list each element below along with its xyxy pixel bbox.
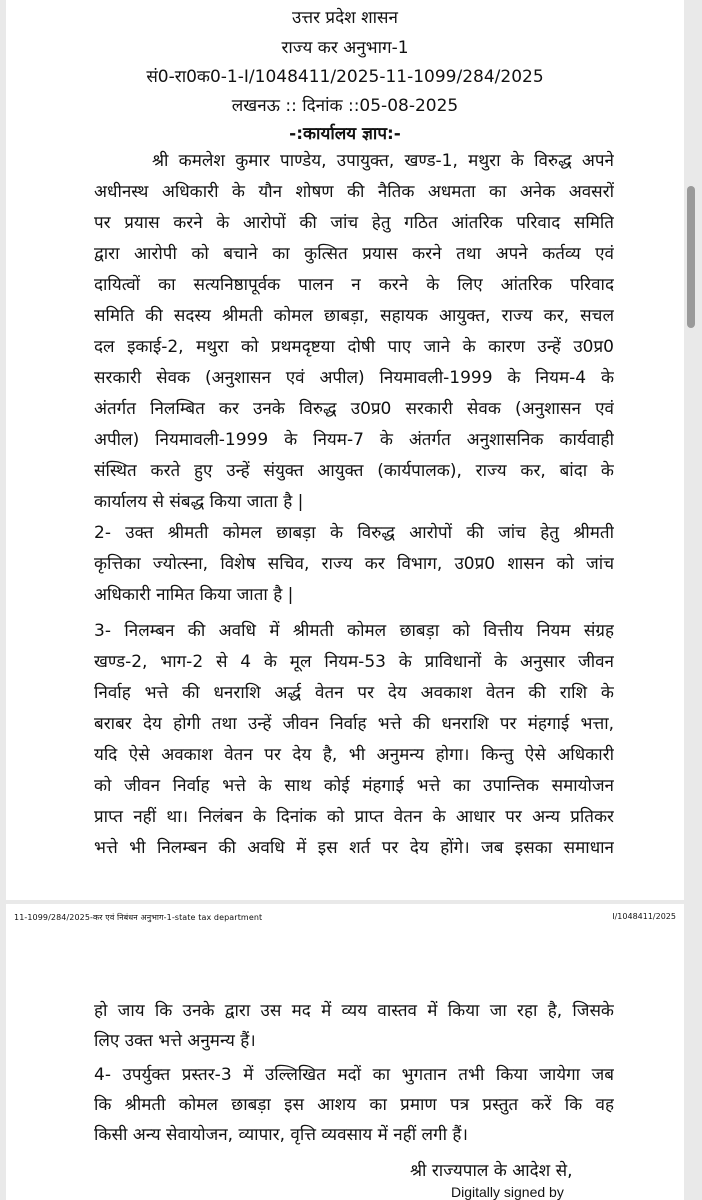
paragraph-3-line-6: को जीवन निर्वाह भत्ते के साथ कोई मंहगाई भत्ते का उपान्तिक समायोजन [94,776,614,796]
paragraph-3-line-5: यदि ऐसे अवकाश वेतन पर देय है, भी अनुमन्य होगा। किन्तु ऐसे अधिकारी [94,745,614,765]
paragraph-1-line-7: दल इकाई-2, मथुरा को प्रथमदृष्टया दोषी पाए जाने के कारण उन्हें उ0प्र0 [94,337,614,357]
section-heading: राज्य कर अनुभाग-1 [281,38,409,58]
paragraph-3-line-1: 3- निलम्बन की अवधि में श्रीमती कोमल छाबड़ा को वित्तीय नियम संग्रह [94,621,614,641]
paragraph-3-line-7: प्राप्त नहीं था। निलंबन के दिनांक को प्राप्त वेतन के आधार पर अन्य प्रतिकर [94,807,614,827]
governor-order-line: श्री राज्यपाल के आदेश से, [410,1161,573,1181]
paragraph-4-line-3: किसी अन्य सेवायोजन, व्यापार, वृत्ति व्यवसाय में नहीं लगी हैं। [94,1125,468,1145]
paragraph-3-line-3: निर्वाह भत्ते की धनराशि अर्द्ध वेतन पर देय अवकाश वेतन की राशि के [94,683,614,703]
vertical-scrollbar[interactable] [687,186,695,328]
reference-number: सं0-रा0क0-1-I/1048411/2025-11-1099/284/2025 [146,67,544,87]
government-heading: उत्तर प्रदेश शासन [292,8,398,28]
page-footer-left: 11-1099/284/2025-कर एवं निबंधन अनुभाग-1-state tax department [14,913,263,922]
paragraph-3-continued-line-1: हो जाय कि उनके द्वारा उस मद में व्यय वास्तव में किया जा रहा है, जिसके [94,1001,614,1021]
paragraph-4-line-2: कि श्रीमती कोमल छाबड़ा इस आशय का प्रमाण पत्र प्रस्तुत करें कि वह [94,1095,614,1115]
paragraph-1-line-3: पर प्रयास करने के आरोपों की जांच हेतु गठित आंतरिक परिवाद समिति [94,213,614,233]
page-footer-right: I/1048411/2025 [612,912,676,921]
paragraph-1-line-6: समिति की सदस्य श्रीमती कोमल छाबड़ा, सहायक आयुक्त, राज्य कर, सचल [94,306,614,326]
paragraph-3-line-4: बराबर देय होगी तथा उन्हें जीवन निर्वाह भत्ते की धनराशि पर मंहगाई भत्ता, [94,714,614,734]
paragraph-2-line-3: अधिकारी नामित किया जाता है | [94,585,294,605]
paragraph-1-line-2: अधीनस्थ अधिकारी के यौन शोषण की नैतिक अधमता का अनेक अवसरों [94,182,614,202]
paragraph-4-line-1: 4- उपर्युक्त प्रस्तर-3 में उल्लिखित मदों का भुगतान तभी किया जायेगा जब [94,1065,614,1085]
paragraph-1-line-8: सरकारी सेवक (अनुशासन एवं अपील) नियमावली-1999 के नियम-4 के [94,368,614,388]
paragraph-1-line-5: दायित्वों का सत्यनिष्ठापूर्वक पालन न करने के लिए आंतरिक परिवाद [94,275,614,295]
paragraph-2-line-1: 2- उक्त श्रीमती कोमल छाबड़ा के विरुद्ध आरोपों की जांच हेतु श्रीमती [94,523,614,543]
paragraph-3-continued-line-2: लिए उक्त भत्ते अनुमन्य हैं। [94,1031,256,1051]
paragraph-2-line-2: कृत्तिका ज्योत्स्ना, विशेष सचिव, राज्य कर विभाग, उ0प्र0 शासन को जांच [94,554,614,574]
paragraph-1-line-11: संस्थित करते हुए उन्हें संयुक्त आयुक्त (कार्यपालक), राज्य कर, बांदा के [94,461,614,481]
memo-title: -:कार्यालय ज्ञाप:- [289,124,401,144]
digital-signature-label: Digitally signed by [451,1184,564,1200]
date-line: लखनऊ :: दिनांक ::05-08-2025 [231,96,459,116]
paragraph-3-line-8: भत्ते भी निलम्बन की अवधि में इस शर्त पर देय होंगे। जब इसका समाधान [94,838,614,858]
paragraph-1-line-9: अंतर्गत निलम्बित कर उनके विरुद्ध उ0प्र0 सरकारी सेवक (अनुशासन एवं [94,399,614,419]
paragraph-1-line-1: श्री कमलेश कुमार पाण्डेय, उपायुक्त, खण्ड-1, मथुरा के विरुद्ध अपने [152,151,614,171]
paragraph-1-line-12: कार्यालय से संबद्ध किया जाता है | [94,492,304,512]
paragraph-1-line-10: अपील) नियमावली-1999 के नियम-7 के अंतर्गत अनुशासनिक कार्यवाही [94,430,614,450]
document-page-2 [6,904,684,1200]
paragraph-1-line-4: द्वारा आरोपी को बचाने का कुत्सित प्रयास करने तथा अपने कर्तव्य एवं [94,244,614,264]
document-page-1 [6,0,684,900]
paragraph-3-line-2: खण्ड-2, भाग-2 से 4 के मूल नियम-53 के प्राविधानों के अनुसार जीवन [94,652,614,672]
